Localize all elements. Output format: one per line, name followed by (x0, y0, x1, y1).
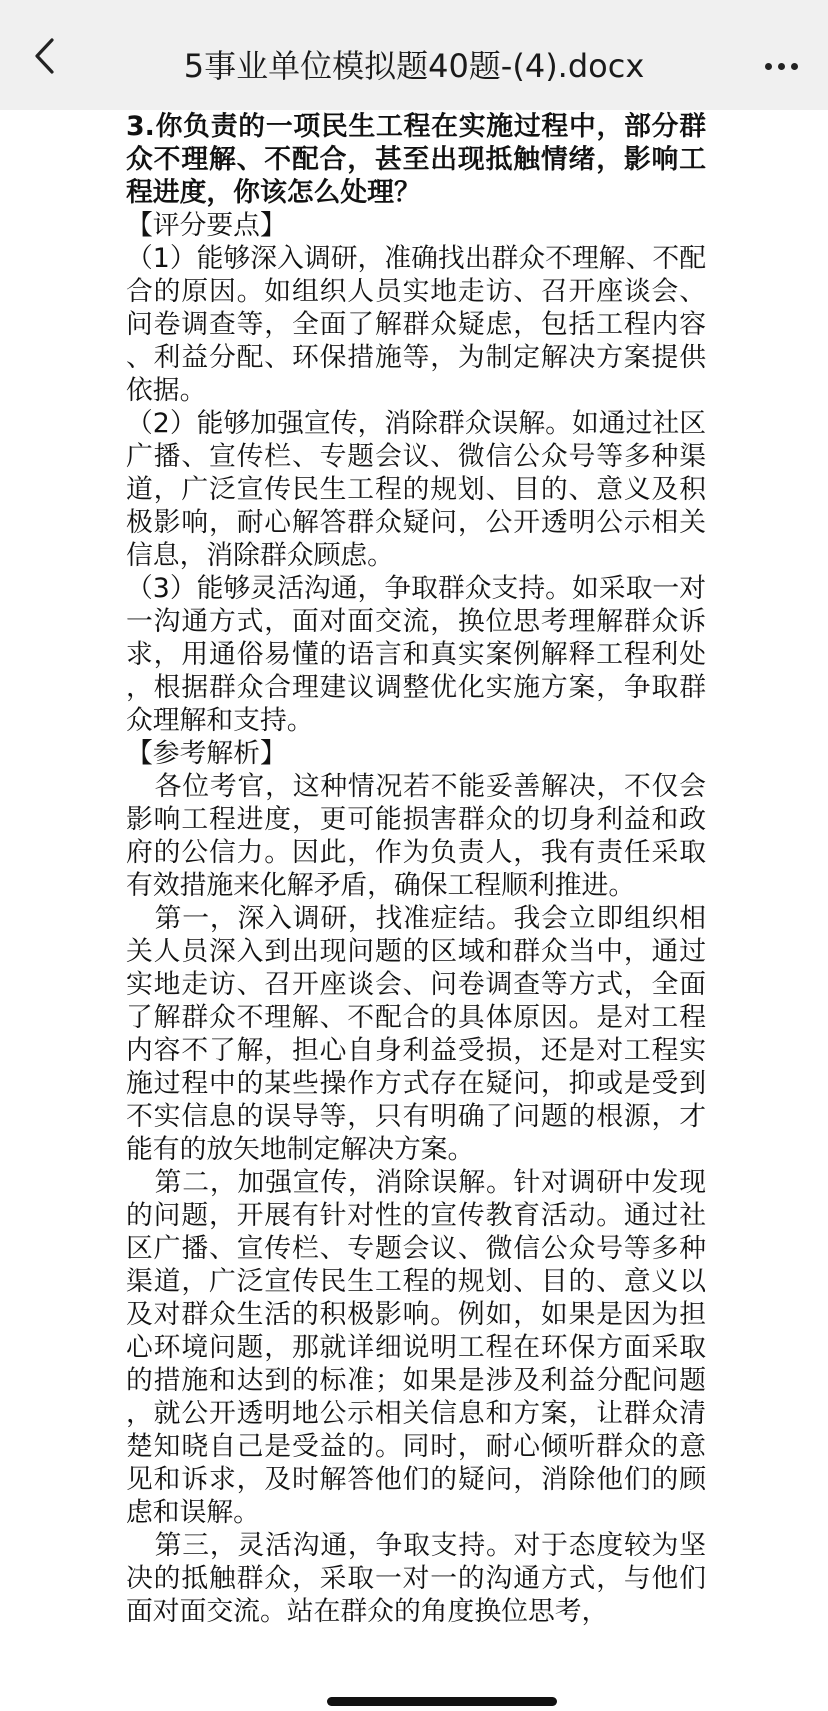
analysis-paragraph: 各位考官，这种情况若不能妥善解决，不仅会影响工程进度，更可能损害群众的切身利益和政府的公信力。因此，作为负责人，我有责任采取有效措施来化解矛盾，确保工程顺利推进。 (126, 771, 706, 901)
more-horizontal-icon (765, 63, 772, 70)
back-button[interactable] (22, 34, 66, 78)
document-body (126, 110, 706, 1628)
scoring-heading: 【评分要点】 (126, 210, 287, 241)
more-horizontal-icon (791, 63, 798, 70)
home-indicator[interactable] (327, 1697, 557, 1706)
scoring-point: （3）能够灵活沟通，争取群众支持。如采取一对一沟通方式，面对面交流，换位思考理解群众诉求，用通俗易懂的语言和真实案例解释工程利处，根据群众合理建议调整优化实施方案，争取群众理解和支持。 (126, 573, 706, 736)
question-text: 3.你负责的一项民生工程在实施过程中，部分群众不理解、不配合，甚至出现抵触情绪，影响工程进度，你该怎么处理？ (126, 111, 706, 208)
scoring-point: （2）能够加强宣传，消除群众误解。如通过社区广播、宣传栏、专题会议、微信公众号等多种渠道，广泛宣传民生工程的规划、目的、意义及积极影响，耐心解答群众疑问，公开透明公示相关信息，消除群众顾虑。 (126, 408, 706, 571)
analysis-heading: 【参考解析】 (126, 738, 287, 769)
analysis-paragraph: 第二，加强宣传，消除误解。针对调研中发现的问题，开展有针对性的宣传教育活动。通过社区广播、宣传栏、专题会议、微信公众号等多种渠道，广泛宣传民生工程的规划、目的、意义以及对群众生活的积极影响。例如，如果是因为担心环境问题，那就详细说明工程在环保方面采取的措施和达到的标准；如果是涉及利益分配问题，就公开透明地公示相关信息和方案，让群众清楚知晓自己是受益的。同时，耐心倾听群众的意见和诉求，及时解答他们的疑问，消除他们的顾虑和误解。 (126, 1167, 706, 1528)
chevron-left-icon (33, 37, 55, 75)
analysis-paragraph: 第三，灵活沟通，争取支持。对于态度较为坚决的抵触群众，采取一对一的沟通方式，与他们面对面交流。站在群众的角度换位思考， (126, 1530, 706, 1627)
more-horizontal-icon (778, 63, 785, 70)
document-title: 5事业单位模拟题40题-(4).docx (183, 47, 645, 85)
scoring-point: （1）能够深入调研，准确找出群众不理解、不配合的原因。如组织人员实地走访、召开座谈会、问卷调查等，全面了解群众疑虑，包括工程内容、利益分配、环保措施等，为制定解决方案提供依据。 (126, 243, 706, 406)
more-options-button[interactable] (756, 44, 806, 88)
analysis-paragraph: 第一，深入调研，找准症结。我会立即组织相关人员深入到出现问题的区域和群众当中，通过实地走访、召开座谈会、问卷调查等方式，全面了解群众不理解、不配合的具体原因。是对工程内容不了解，担心自身利益受损，还是对工程实施过程中的某些操作方式存在疑问，抑或是受到不实信息的误导等，只有明确了问题的根源，才能有的放矢地制定解决方案。 (126, 903, 706, 1165)
navigation-bar (0, 0, 828, 110)
